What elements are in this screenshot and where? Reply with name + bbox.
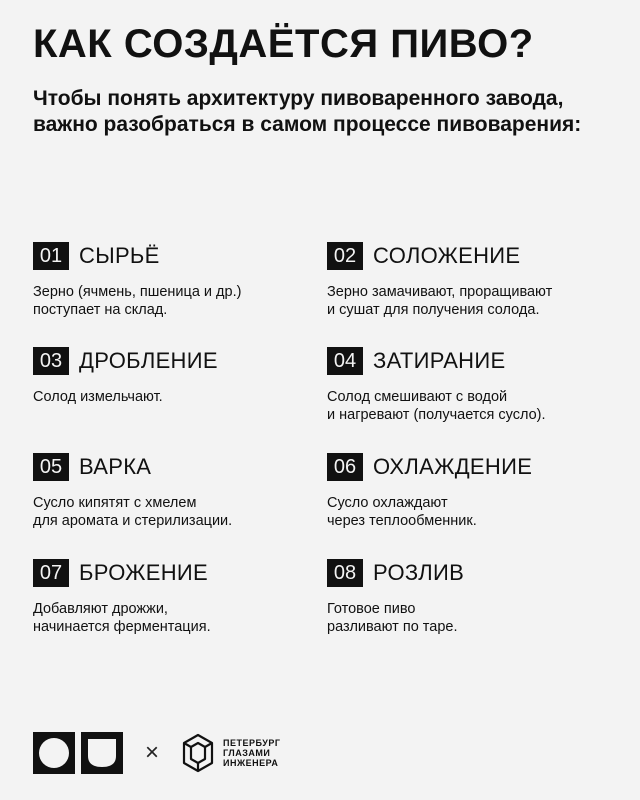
step-card (33, 453, 333, 530)
step-number: 06 (327, 453, 363, 481)
step-card (33, 559, 333, 636)
step-title: ВАРКА (79, 454, 152, 479)
step-card (327, 453, 627, 530)
step-title: РОЗЛИВ (373, 560, 465, 585)
step-description: Солод смешивают с водой и нагревают (получается сусло). (327, 389, 546, 423)
step-number: 02 (327, 242, 363, 270)
step-number: 08 (327, 559, 363, 587)
step-card (327, 347, 627, 424)
step-description: Зерно замачивают, проращивают и сушат для получения солода. (327, 284, 553, 318)
step-title: СОЛОЖЕНИЕ (373, 243, 521, 268)
step-title: ДРОБЛЕНИЕ (79, 348, 218, 373)
collaboration-separator: × (145, 739, 160, 766)
shield-logo-icon (81, 732, 123, 774)
step-card (327, 559, 627, 636)
step-description: Сусло охлаждают через теплообменник. (327, 495, 477, 529)
footer-logos (33, 731, 280, 775)
step-title: ЗАТИРАНИЕ (373, 348, 506, 373)
step-number: 01 (33, 242, 69, 270)
step-description: Солод измельчают. (33, 389, 163, 405)
page-subtitle: Чтобы понять архитектуру пивоваренного завода, важно разобраться в самом процессе пивоварения: (33, 87, 582, 136)
page-title: КАК СОЗДАЁТСЯ ПИВО? (33, 22, 534, 66)
step-number: 07 (33, 559, 69, 587)
step-card (327, 242, 627, 319)
partner-logo-text: ПЕТЕРБУРГ ГЛАЗАМИ ИНЖЕНЕРА (223, 738, 281, 768)
step-description: Сусло кипятят с хмелем для аромата и стерилизации. (33, 495, 233, 529)
step-description: Готовое пиво разливают по таре. (327, 601, 458, 635)
step-number: 05 (33, 453, 69, 481)
step-description: Добавляют дрожжи, начинается ферментация. (33, 601, 211, 635)
step-number: 04 (327, 347, 363, 375)
partner-logo (181, 733, 280, 773)
step-title: БРОЖЕНИЕ (79, 560, 209, 585)
step-card (33, 242, 333, 319)
step-title: ОХЛАЖДЕНИЕ (373, 454, 533, 479)
step-description: Зерно (ячмень, пшеница и др.) поступает на склад. (33, 284, 242, 318)
isometric-logo-icon (181, 733, 215, 773)
circle-logo-icon (33, 732, 75, 774)
step-number: 03 (33, 347, 69, 375)
step-card (33, 347, 333, 406)
step-title: СЫРЬЁ (79, 243, 160, 268)
